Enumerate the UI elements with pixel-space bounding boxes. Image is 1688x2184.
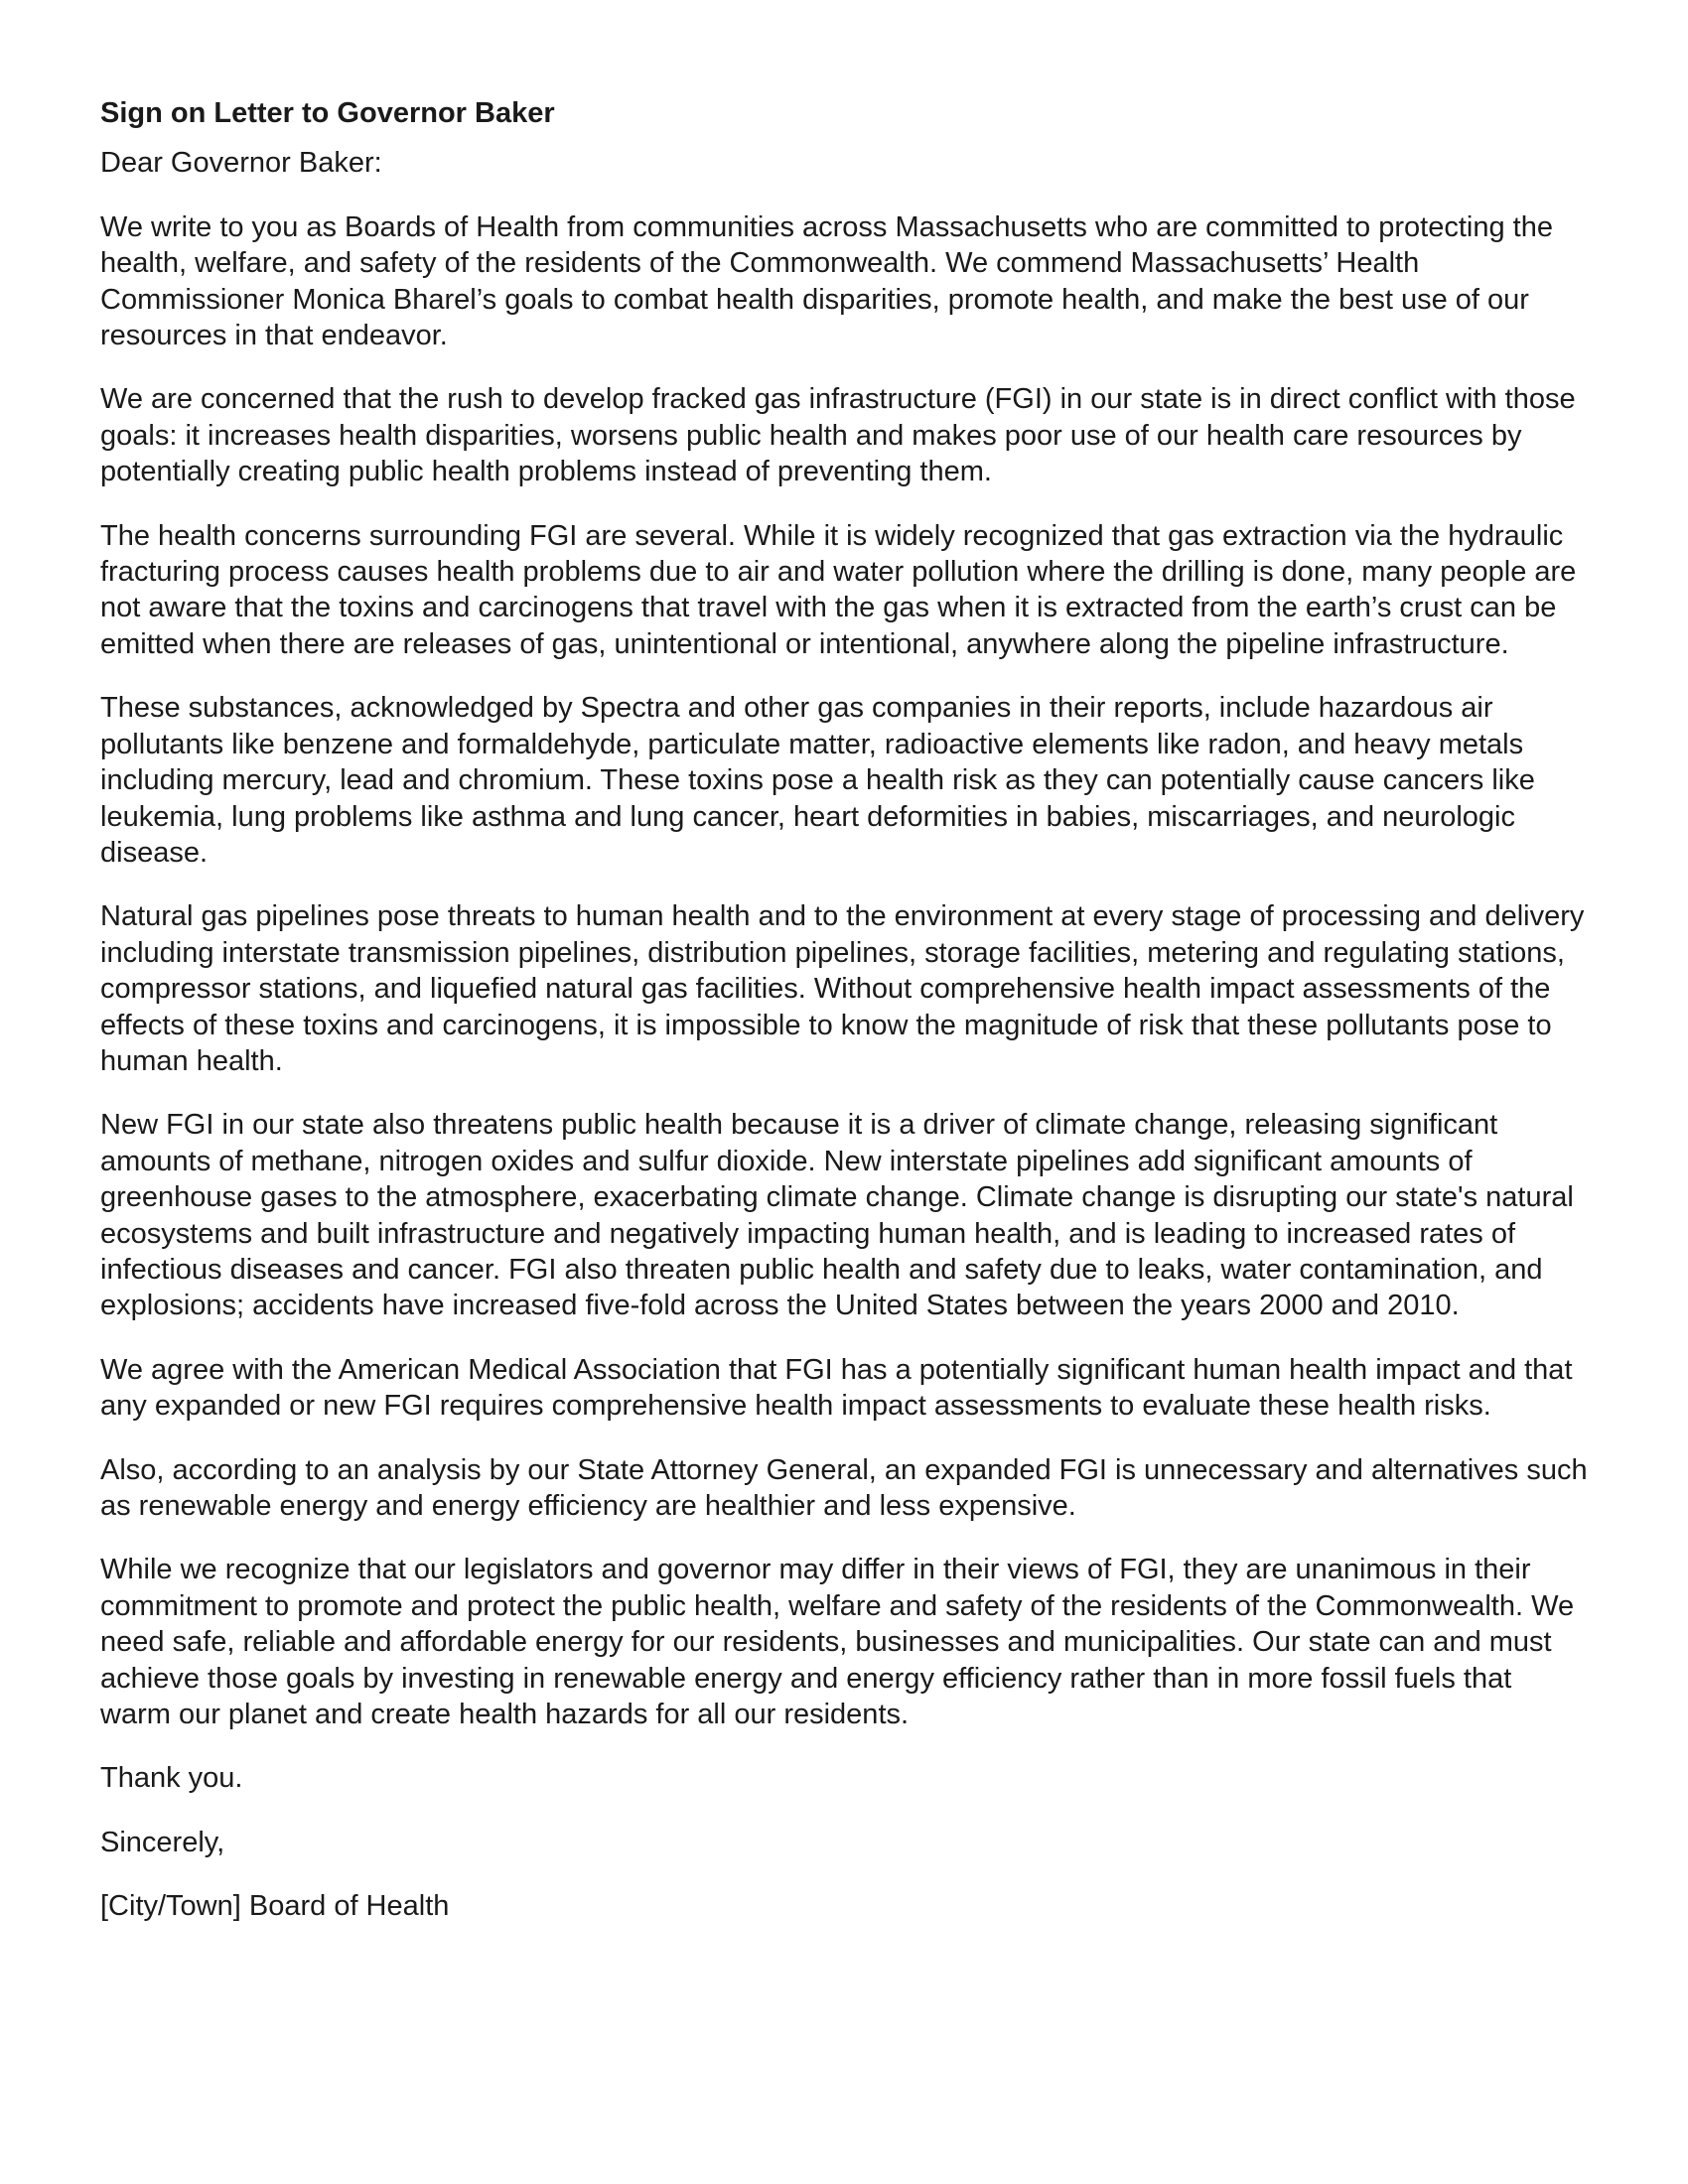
signature-line: [City/Town] Board of Health [100, 1890, 450, 1923]
closing-line: Sincerely, [100, 1826, 225, 1858]
paragraph-climate: New FGI in our state also threatens public health because it is a driver of climate change, releasing significant amounts of methane, nitrogen oxides and sulfur dioxide. New interstate pipelines add significant amounts of greenhouse gases to the atmosphere, exacerbating climate change. Climate change is disrupting our state's natural ecosystems and built infrastructure and negatively impacting human health, and is leading to increased rates of infectious diseases and cancer. FGI also threaten public health and safety due to leaks, water contamination, and explosions; accidents have increased five-fold across the United States between the years 2000 and 2010. [100, 1109, 1574, 1322]
paragraph-concern: We are concerned that the rush to develop fracked gas infrastructure (FGI) in our state is in direct conflict with those goals: it increases health disparities, worsens public health and makes poor use of our health care resources by potentially creating public health problems instead of preventing them. [100, 383, 1576, 488]
paragraph-pipelines: Natural gas pipelines pose threats to human health and to the environment at every stage of processing and delivery including interstate transmission pipelines, distribution pipelines, storage facilities, metering and regulating stations, compressor stations, and liquefied natural gas facilities. Without comprehensive health impact assessments of the effects of these toxins and carcinogens, it is impossible to know the magnitude of risk that these pollutants pose to human health. [100, 900, 1585, 1077]
paragraph-ama: We agree with the American Medical Association that FGI has a potentially significant human health impact and that any expanded or new FGI requires comprehensive health impact assessments to evaluate these health risks. [100, 1353, 1573, 1423]
paragraph-health-concerns: The health concerns surrounding FGI are several. While it is widely recognized that gas extraction via the hydraulic fracturing process causes health problems due to air and water pollution where the drilling is done, many people are not aware that the toxins and carcinogens that travel with the gas when it is extracted from the earth’s crust can be emitted when there are releases of gas, unintentional or intentional, anywhere along the pipeline infrastructure. [100, 519, 1577, 660]
paragraph-intro: We write to you as Boards of Health from communities across Massachusetts who are committed to protecting the health, welfare, and safety of the residents of the Commonwealth. We commend Massachusetts’ Health Commissioner Monica Bharel’s goals to combat health disparities, promote health, and make the best use of our resources in that endeavor. [100, 210, 1553, 352]
letter-title: Sign on Letter to Governor Baker [100, 97, 555, 129]
salutation: Dear Governor Baker: [100, 147, 382, 180]
paragraph-substances: These substances, acknowledged by Spectra and other gas companies in their reports, include hazardous air pollutants like benzene and formaldehyde, particulate matter, radioactive elements like radon, and heavy metals including mercury, lead and chromium. These toxins pose a health risk as they can potentially cause cancers like leukemia, lung problems like asthma and lung cancer, heart deformities in babies, miscarriages, and neurologic disease. [100, 692, 1535, 869]
paragraph-attorney-general: Also, according to an analysis by our State Attorney General, an expanded FGI is unnecessary and alternatives such as renewable energy and energy efficiency are healthier and less expensive. [100, 1453, 1588, 1522]
paragraph-conclusion: While we recognize that our legislators and governor may differ in their views of FGI, they are unanimous in their commitment to promote and protect the public health, welfare and safety of the residents of the Commonwealth. We need safe, reliable and affordable energy for our residents, businesses and municipalities. Our state can and must achieve those goals by investing in renewable energy and energy efficiency rather than in more fossil fuels that warm our planet and create health hazards for all our residents. [100, 1554, 1575, 1731]
thanks-line: Thank you. [100, 1762, 243, 1795]
letter-page [100, 95, 1590, 1925]
